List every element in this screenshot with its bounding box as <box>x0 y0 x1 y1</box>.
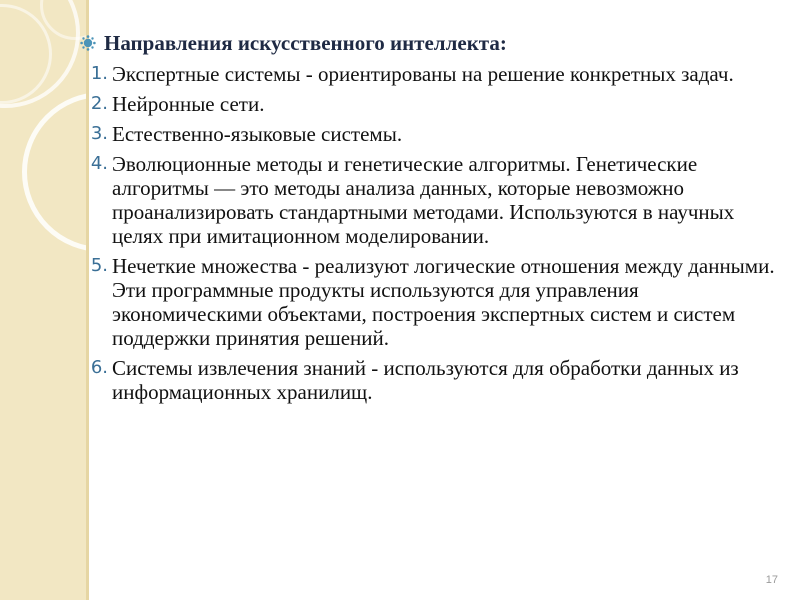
sun-bullet-icon <box>80 35 96 51</box>
list-item <box>80 254 780 350</box>
list-item-number: 1. <box>90 63 108 84</box>
list-item <box>80 152 780 248</box>
list-item-number: 5. <box>90 255 108 276</box>
list-item <box>80 92 780 116</box>
list-item-text: Эволюционные методы и генетические алгоритмы. Генетические алгоритмы — это методы анализа данных, которые невозможно проанализировать стандартными методами. Используются в научных целях при имитационном моделировании. <box>112 152 735 248</box>
heading-text: Направления искусственного интеллекта: <box>104 31 507 55</box>
list-item-number: 3. <box>90 123 108 144</box>
list-item-text: Нечеткие множества - реализуют логические отношения между данными. Эти программные продукты используются для управления экономическими объектами, построения экспертных систем и систем поддержки принятия решений. <box>112 254 775 350</box>
list-item-number: 4. <box>90 153 108 174</box>
slide-content <box>80 30 780 410</box>
list-item-number: 6. <box>90 357 108 378</box>
numbered-list <box>80 62 780 404</box>
list-item-text: Системы извлечения знаний - используются для обработки данных из информационных хранилищ. <box>112 356 739 404</box>
list-item <box>80 356 780 404</box>
list-item <box>80 62 780 86</box>
list-item-text: Нейронные сети. <box>112 92 265 116</box>
list-item <box>80 122 780 146</box>
list-item-text: Естественно-языковые системы. <box>112 122 403 146</box>
list-item-number: 2. <box>90 93 108 114</box>
decorative-ring <box>22 92 86 252</box>
decorative-sidebar <box>0 0 86 600</box>
slide-heading <box>80 30 780 56</box>
slide-page-number: 17 <box>765 574 778 586</box>
list-item-text: Экспертные системы - ориентированы на решение конкретных задач. <box>112 62 734 86</box>
